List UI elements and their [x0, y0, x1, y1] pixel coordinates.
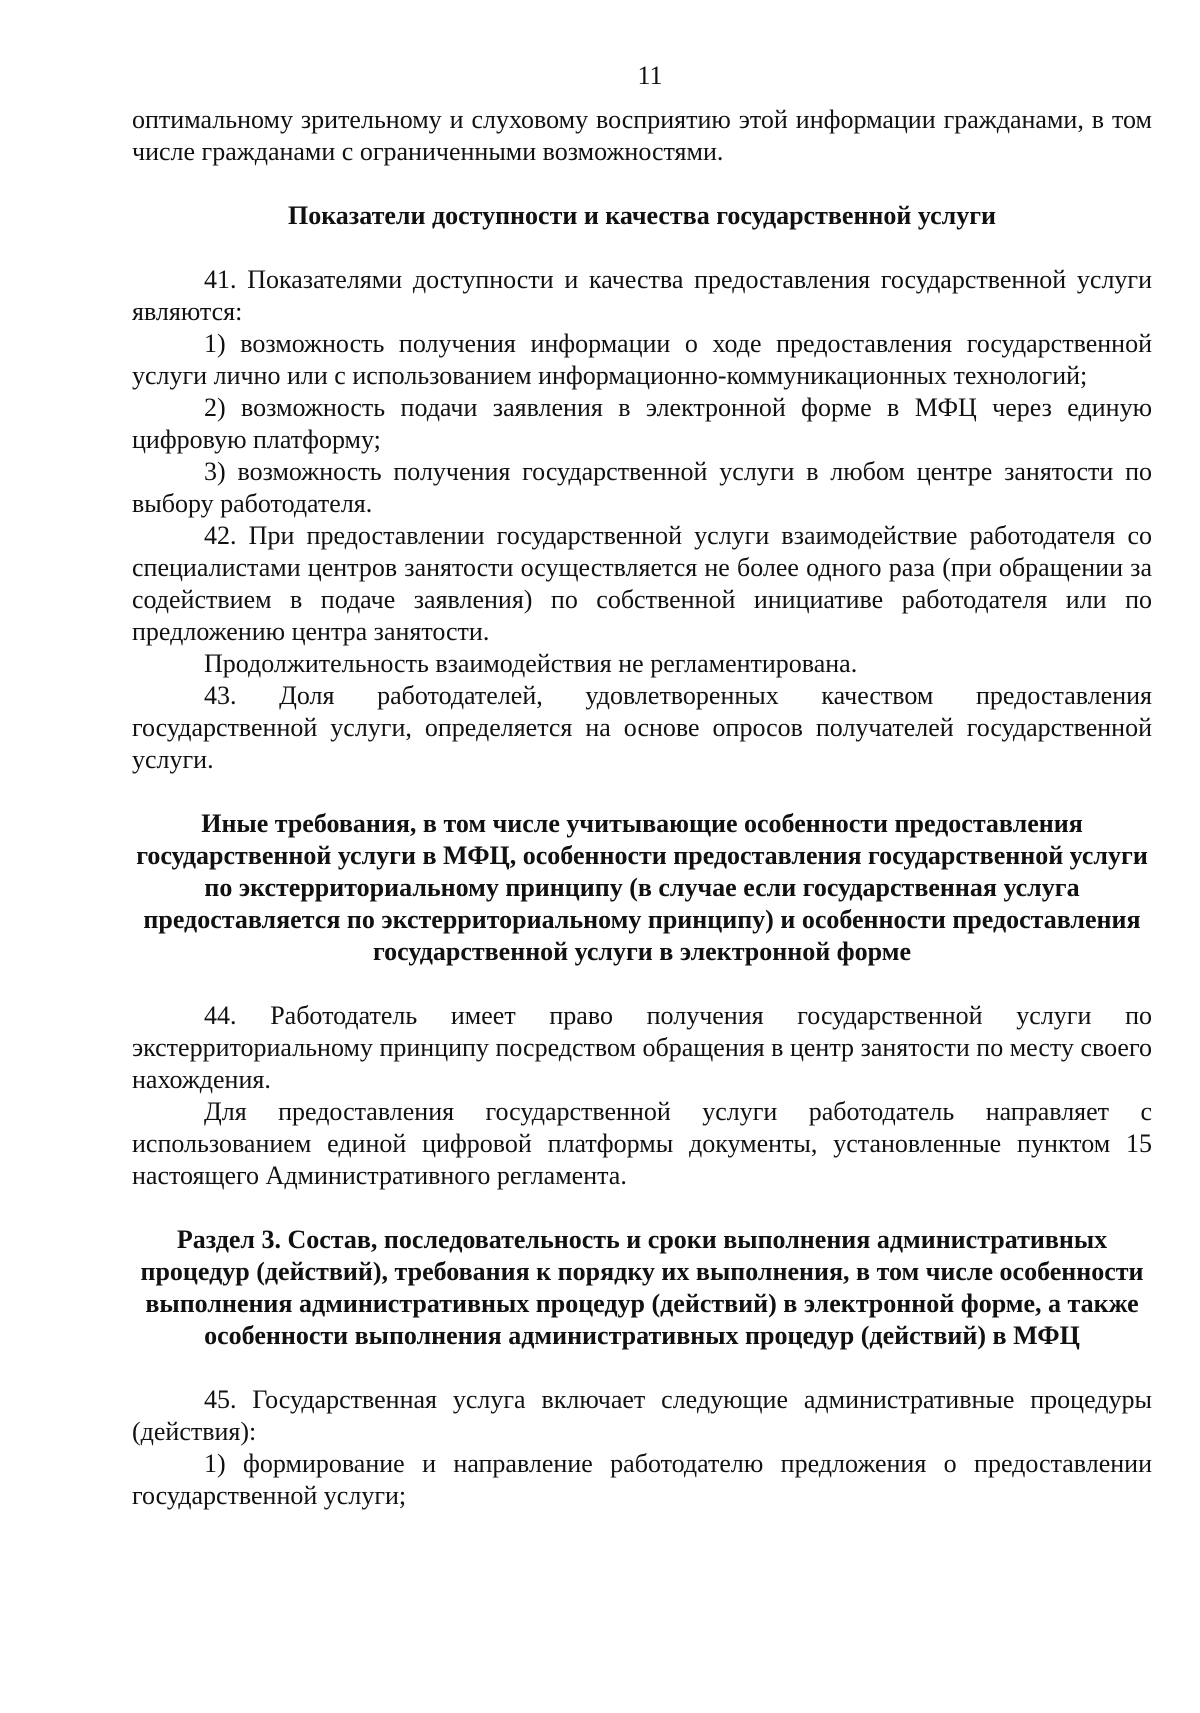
- paragraph-41-item-2: 2) возможность подачи заявления в электронной форме в МФЦ через единую цифровую платформу;: [132, 393, 1152, 454]
- paragraph-41-item-1: 1) возможность получения информации о ходе предоставления государственной услуги лично или с использованием информационно-коммуникационных технологий;: [132, 329, 1152, 390]
- page-number: 11: [637, 61, 663, 90]
- paragraph-41: 41. Показателями доступности и качества предоставления государственной услуги являются:: [132, 265, 1152, 326]
- paragraph-44-documents: Для предоставления государственной услуги работодатель направляет с использованием единой цифровой платформы документы, установленные пунктом 15 настоящего Административного регламента.: [132, 1097, 1152, 1190]
- paragraph-41-item-3: 3) возможность получения государственной услуги в любом центре занятости по выбору работодателя.: [132, 457, 1152, 518]
- paragraph-45-item-1: 1) формирование и направление работодателю предложения о предоставлении государственной услуги;: [132, 1449, 1152, 1510]
- paragraph-continuation: оптимальному зрительному и слуховому восприятию этой информации гражданами, в том числе гражданами с ограниченными возможностями.: [132, 105, 1152, 166]
- paragraph-43: 43. Доля работодателей, удовлетворенных качеством предоставления государственной услуги, определяется на основе опросов получателей государственной услуги.: [132, 681, 1152, 774]
- heading-section-3: Раздел 3. Состав, последовательность и сроки выполнения административных процедур (действий), требования к порядку их выполнения, в том числе особенности выполнения административных процедур (действий) в электронной форме, а также особенности выполнения административных процедур (действий) в МФЦ: [140, 1225, 1144, 1350]
- paragraph-42-duration: Продолжительность взаимодействия не регламентирована.: [204, 649, 858, 678]
- paragraph-42: 42. При предоставлении государственной услуги взаимодействие работодателя со специалистами центров занятости осуществляется не более одного раза (при обращении за содействием в подаче заявления) по собственной инициативе работодателя или по предложению центра занятости.: [132, 521, 1152, 646]
- paragraph-44: 44. Работодатель имеет право получения государственной услуги по экстерриториальному принципу посредством обращения в центр занятости по месту своего нахождения.: [132, 1001, 1152, 1094]
- heading-other-requirements: Иные требования, в том числе учитывающие особенности предоставления государственной услуги в МФЦ, особенности предоставления государственной услуги по экстерриториальному принципу (в случае если государственная услуга предоставляется по экстерриториальному принципу) и особенности предоставления государственной услуги в электронной форме: [136, 809, 1148, 966]
- heading-accessibility-quality: Показатели доступности и качества государственной услуги: [287, 201, 997, 230]
- paragraph-45: 45. Государственная услуга включает следующие административные процедуры (действия):: [132, 1385, 1152, 1446]
